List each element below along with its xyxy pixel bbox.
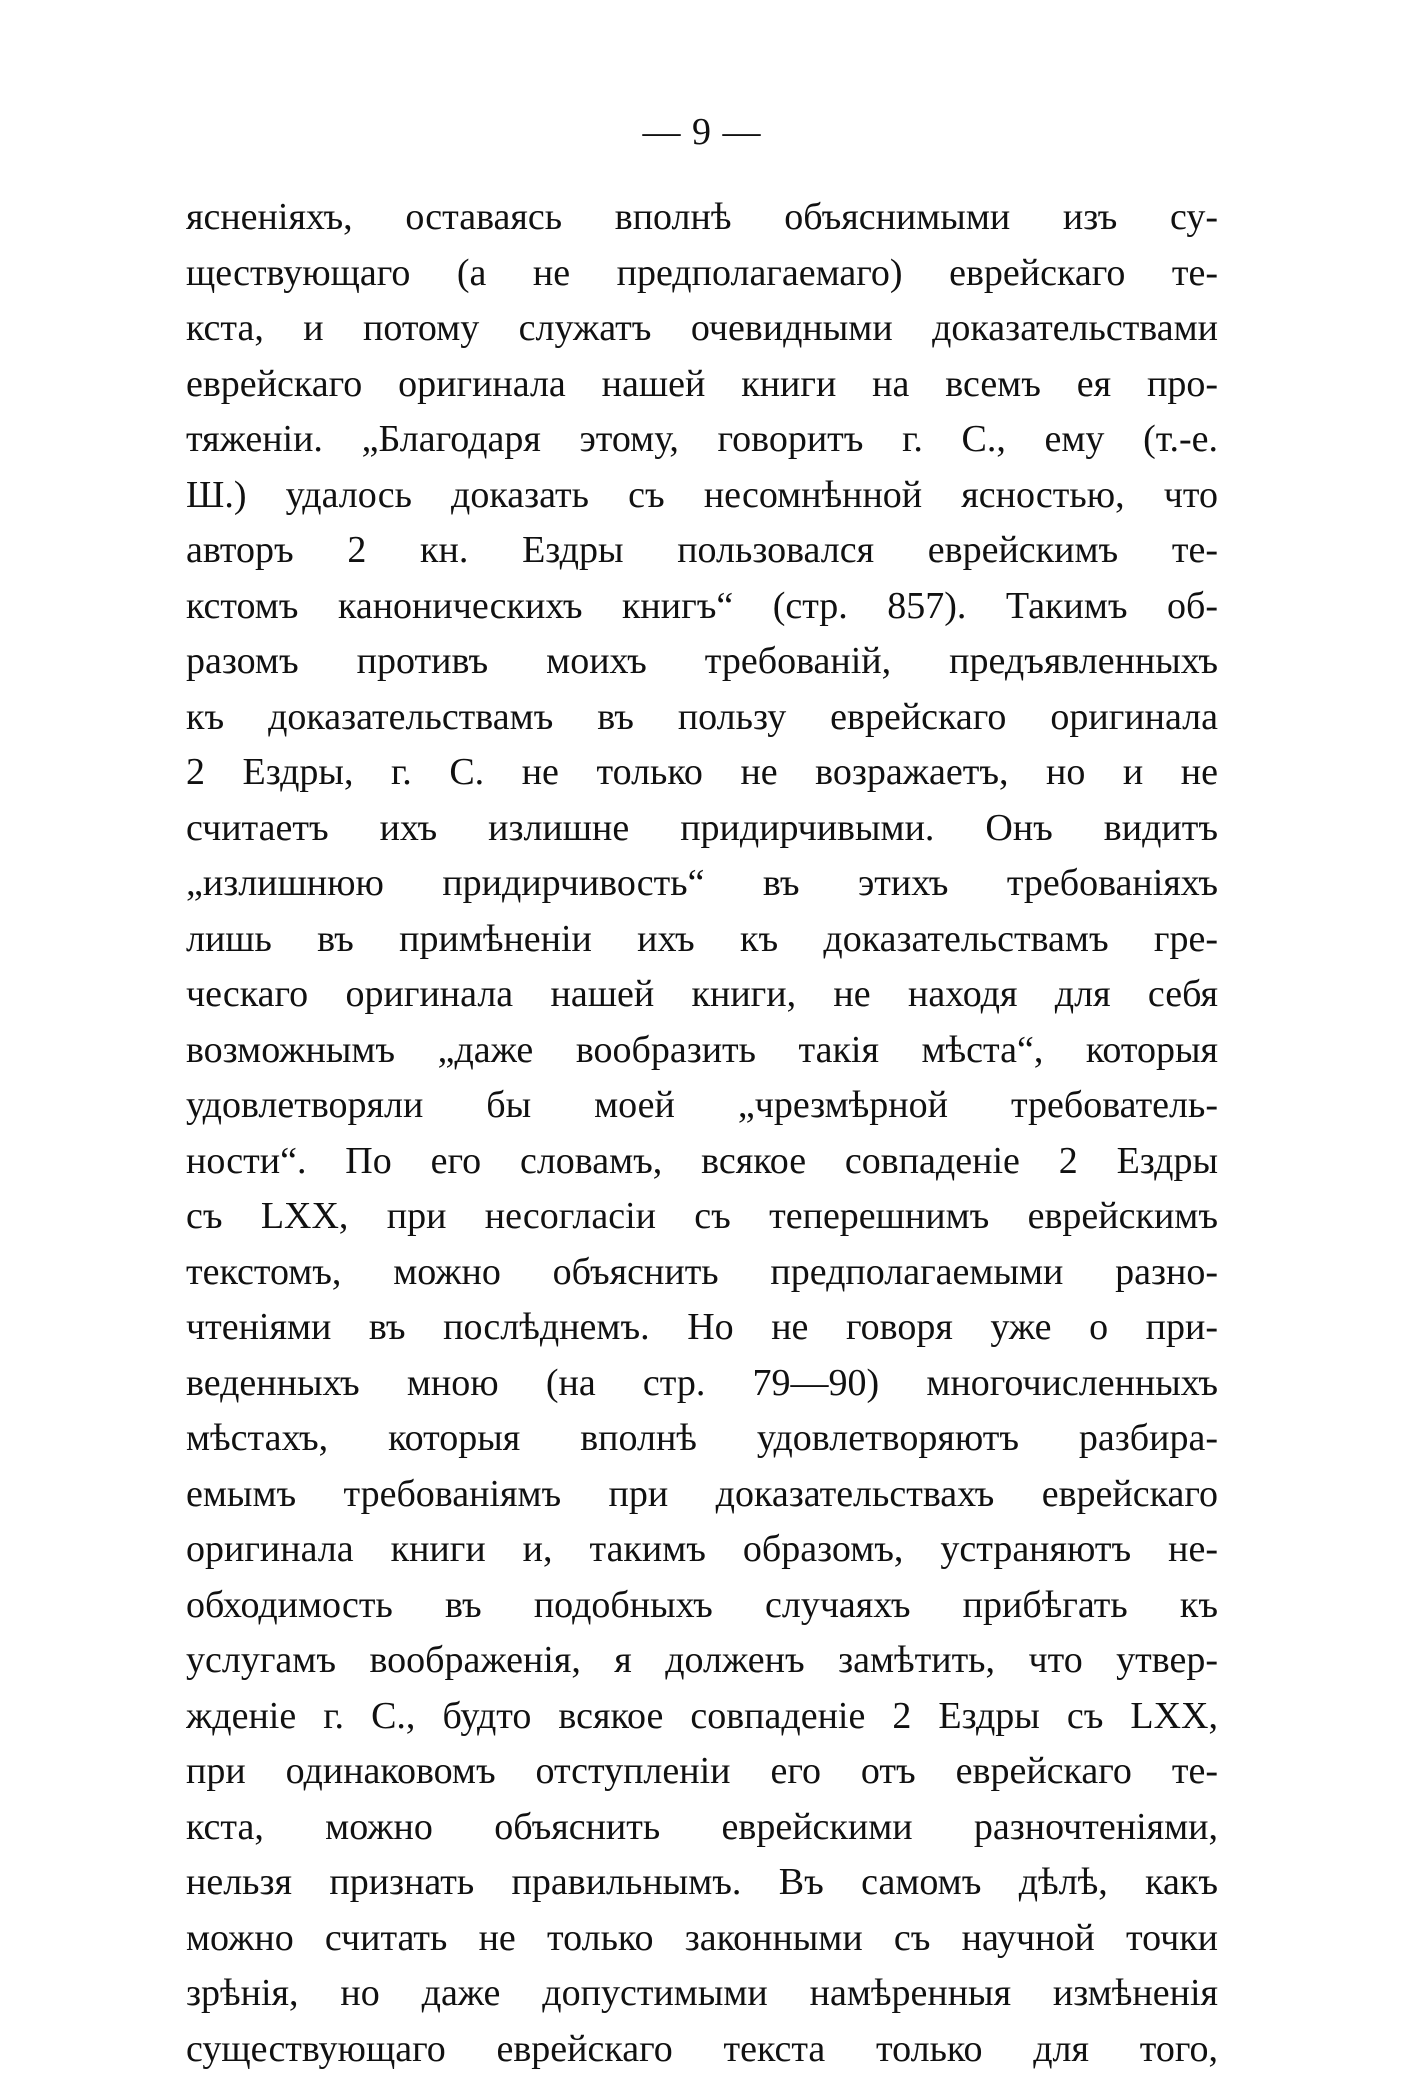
text-line: лишь въ примѣненіи ихъ къ доказательствамъ гре- <box>186 912 1218 968</box>
text-line: считаетъ ихъ излишне придирчивыми. Онъ видитъ <box>186 801 1218 857</box>
text-line: нельзя признать правильнымъ. Въ самомъ дѣлѣ, какъ <box>186 1855 1218 1911</box>
text-line: ясненіяхъ, оставаясь вполнѣ объяснимыми изъ су- <box>186 190 1218 246</box>
text-line: услугамъ воображенія, я долженъ замѣтить, что утвер- <box>186 1633 1218 1689</box>
text-line: существующаго еврейскаго текста только для того, <box>186 2022 1218 2077</box>
text-line: текстомъ, можно объяснить предполагаемыми разно- <box>186 1245 1218 1301</box>
text-line: еврейскаго оригинала нашей книги на всемъ ея про- <box>186 357 1218 413</box>
text-line: возможнымъ „даже вообразить такія мѣста“, которыя <box>186 1023 1218 1079</box>
page-number: — 9 — <box>0 108 1404 156</box>
text-line: чтеніями въ послѣднемъ. Но не говоря уже о при- <box>186 1300 1218 1356</box>
text-line: ществующаго (а не предполагаемаго) еврейскаго те- <box>186 246 1218 302</box>
text-line: ческаго оригинала нашей книги, не находя для себя <box>186 967 1218 1023</box>
text-line: при одинаковомъ отступленіи его отъ еврейскаго те- <box>186 1744 1218 1800</box>
text-line: мѣстахъ, которыя вполнѣ удовлетворяютъ разбира- <box>186 1411 1218 1467</box>
text-line: Ш.) удалось доказать съ несомнѣнной ясностью, что <box>186 468 1218 524</box>
text-line: ности“. По его словамъ, всякое совпаденіе 2 Ездры <box>186 1134 1218 1190</box>
text-line: веденныхъ мною (на стр. 79—90) многочисленныхъ <box>186 1356 1218 1412</box>
text-line: 2 Ездры, г. С. не только не возражаетъ, но и не <box>186 745 1218 801</box>
text-line: кста, и потому служатъ очевидными доказательствами <box>186 301 1218 357</box>
text-line: кста, можно объяснить еврейскими разночтеніями, <box>186 1800 1218 1856</box>
text-line: оригинала книги и, такимъ образомъ, устраняютъ не- <box>186 1522 1218 1578</box>
text-line: разомъ противъ моихъ требованій, предъявленныхъ <box>186 634 1218 690</box>
text-line: удовлетворяли бы моей „чрезмѣрной требователь- <box>186 1078 1218 1134</box>
text-line: къ доказательствамъ въ пользу еврейскаго оригинала <box>186 690 1218 746</box>
text-line: авторъ 2 кн. Ездры пользовался еврейскимъ те- <box>186 523 1218 579</box>
text-line: зрѣнія, но даже допустимыми намѣренныя измѣненія <box>186 1966 1218 2022</box>
text-line: кстомъ каноническихъ книгъ“ (стр. 857). Такимъ об- <box>186 579 1218 635</box>
text-line: „излишнюю придирчивость“ въ этихъ требованіяхъ <box>186 856 1218 912</box>
text-line: съ LXX, при несогласіи съ теперешнимъ еврейскимъ <box>186 1189 1218 1245</box>
body-text <box>186 190 1218 2077</box>
text-line: обходимость въ подобныхъ случаяхъ прибѣгать къ <box>186 1578 1218 1634</box>
text-line: тяженіи. „Благодаря этому, говоритъ г. С., ему (т.-е. <box>186 412 1218 468</box>
text-line: емымъ требованіямъ при доказательствахъ еврейскаго <box>186 1467 1218 1523</box>
text-line: можно считать не только законными съ научной точки <box>186 1911 1218 1967</box>
text-line: жденіе г. С., будто всякое совпаденіе 2 Ездры съ LXX, <box>186 1689 1218 1745</box>
